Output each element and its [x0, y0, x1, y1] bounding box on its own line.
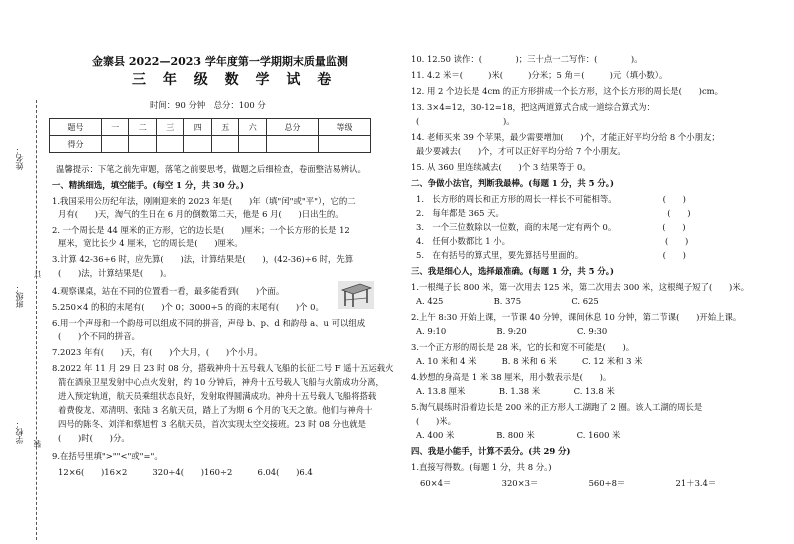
- choice-question: 3.一个正方形的周长是 28 米，它的长和宽不可能是( )。: [411, 342, 635, 352]
- section-heading: 一、精挑细选，填空能手。(每空 1 分，共 30 分。): [52, 180, 244, 190]
- left-line: 12×6( )16×2 320÷4( )160÷2 6.04( )6.4: [58, 467, 313, 477]
- right-line: 13. 3×4=12，30-12=18，把这两道算式合成一道综合算式为：: [411, 102, 655, 112]
- left-line: 温馨提示：下笔之前先审题，落笔之前要思考，做题之后细检查，卷面整洁易辨认。: [56, 164, 366, 174]
- left-line: ( )法，计算结果是( )。: [58, 268, 172, 278]
- right-line: 15. 从 360 里连续减去( )个 3 结果等于 0。: [411, 162, 591, 172]
- score-cell: [184, 136, 212, 153]
- score-table-header-row: [50, 119, 371, 136]
- exam-subtitle: 三 年 级 数 学 试 卷: [132, 72, 338, 88]
- choice-question: 2.上午 8:30 开始上课，一节课 40 分钟，课间休息 10 分钟，第二节课( )开始上课。: [411, 312, 742, 322]
- calc-row: 60×4＝ 320×3＝ 560÷8＝ 21＋3.4＝: [420, 478, 717, 488]
- judge-item: 2. 每年都是 365 天。 ( ): [416, 208, 691, 218]
- choice-options: A. 400 米 B. 800 米 C. 1600 米: [416, 430, 621, 440]
- binding-name: 姓名：: [15, 146, 24, 170]
- binding-class: 班级：: [15, 284, 24, 308]
- choice-options: A. 13.8 厘米 B. 1.38 米 C. 13.8 米: [416, 386, 615, 396]
- left-line: 4.观察课桌，站在不同的位置看一看，最多能看到( )个面。: [52, 286, 285, 296]
- score-cell: [211, 136, 239, 153]
- left-line: 厘米，宽比长少 4 厘米，它的周长是( )厘米。: [58, 238, 243, 248]
- choice-options: A. 425 B. 375 C. 625: [416, 296, 599, 306]
- judge-item: 3. 一个三位数除以一位数，商的末尾一定有两个 0。 ( ): [416, 222, 686, 232]
- judge-item: 5. 在有括号的算式里，要先算括号里面的。 ( ): [416, 250, 686, 260]
- section-heading: 三、我是细心人，选择最准确。(每题 1 分，共 5 分。): [411, 266, 614, 276]
- exam-title: 金寨县 2022—2023 学年度第一学期期末质量监测: [92, 55, 348, 68]
- score-cell: [239, 136, 267, 153]
- right-line: 11. 4.2 米＝( )米( )分米；5 角＝( )元（填小数）。: [411, 70, 668, 80]
- right-line: 14. 老师买来 39 个苹果，最少需要增加( )个，才能正好平均分给 8 个小朋友；: [411, 132, 720, 142]
- left-line: 进入预定轨道，航天员乘组状态良好，发射取得圆满成功。神舟十五号载人飞船将搭载: [58, 391, 377, 401]
- binding-mark-ding: 订: [33, 270, 42, 278]
- binding-school: 学校：: [15, 420, 24, 444]
- left-line: ( )个不同的拼音。: [58, 331, 140, 341]
- right-line: 最少要减去( )个，才可以正好平均分给 7 个小朋友。: [416, 146, 626, 156]
- left-line: 四号的陈冬、刘洋和蔡旭哲 3 名航天员，首次实现太空交接班。23 时 08 分也就是: [58, 419, 366, 429]
- choice-question: 1.一根绳子长 800 米，第一次用去 125 米，第二次用去 300 米，这根绳子短了( )米。: [411, 282, 750, 292]
- left-line: 2. 一个周长是 44 厘米的正方形，它的边长是( )厘米；一个长方形的长是 12: [52, 225, 350, 235]
- section-heading: 四、我是小能手，计算不丢分。(共 29 分): [411, 446, 571, 456]
- right-line: ( )。: [416, 116, 515, 126]
- score-cell: [318, 136, 370, 153]
- score-cell: [266, 136, 318, 153]
- score-row-label: 得分: [50, 136, 102, 153]
- binding-line: [36, 100, 37, 540]
- left-line: 箭在酒泉卫星发射中心点火发射，约 10 分钟后，神舟十五号载人飞船与火箭成功分离，: [58, 377, 384, 387]
- choice-options: A. 10 米和 4 米 B. 8 米和 6 米 C. 12 米和 3 米: [416, 356, 643, 366]
- score-cell: [129, 136, 157, 153]
- binding-mark-zhuang: 装: [33, 440, 42, 448]
- judge-item: 4. 任何小数都比 1 小。 ( ): [416, 236, 689, 246]
- score-header-cell: 六: [239, 119, 267, 136]
- score-table: [49, 118, 371, 153]
- score-cell: [101, 136, 129, 153]
- score-header-cell: 题号: [50, 119, 102, 136]
- score-header-cell: 一: [101, 119, 129, 136]
- score-cell: [156, 136, 184, 153]
- left-line: 5.250×4 的积的末尾有( )个 0；3000÷5 的商的末尾有( )个 0。: [52, 302, 324, 312]
- right-line: 10. 12.50 读作：( )；三十点一二写作：( )。: [411, 54, 643, 64]
- score-table-score-row: [50, 136, 371, 153]
- right-line: 12. 用 2 个边长是 4cm 的正方形拼成一个长方形，这个长方形的周长是( )cm。: [411, 86, 723, 96]
- exam-time: 时间：90 分钟 总分：100 分: [150, 100, 266, 110]
- score-header-cell: 五: [211, 119, 239, 136]
- left-line: ( )时( )分。: [58, 433, 130, 443]
- score-header-cell: 等级: [318, 119, 370, 136]
- choice-question: 4.妙想的身高是 1 米 38 厘米，用小数表示是( )。: [411, 372, 612, 382]
- choice-options: A. 9:10 B. 9:20 C. 9:30: [416, 326, 608, 336]
- score-header-cell: 四: [184, 119, 212, 136]
- left-line: 7.2023 年有( )天，有( )个大月，( )个小月。: [52, 347, 263, 357]
- left-line: 8.2022 年 11 月 29 日 23 时 08 分，搭载神舟十五号载人飞船的长征二号 F 遥十五运载火: [52, 363, 394, 373]
- score-header-cell: 三: [156, 119, 184, 136]
- left-line: 月有( )天，淘气的生日在 6 月的倒数第二天，他是 6 月( )日出生的。: [58, 209, 344, 219]
- right-line: 1.直接写得数。(每题 1 分，共 8 分。): [411, 462, 552, 472]
- left-line: 3.计算 42-36÷6 时，应先算( )法，计算结果是( )，(42-36)÷6 时，先算: [52, 254, 354, 264]
- left-line: 着费俊龙、邓清明、张陆 3 名航天员，踏上了为期 6 个月的飞天之旅。他们与神舟十: [58, 405, 373, 415]
- left-line: 6.用一个声母和一个韵母可以组成不同的拼音，声母 b、p、d 和韵母 a、u 可以组成: [52, 318, 366, 328]
- score-header-cell: 总分: [266, 119, 318, 136]
- desk-image: [338, 281, 374, 309]
- section-heading: 二、争做小法官，判断我最棒。(每题 1 分，共 5 分。): [411, 178, 614, 188]
- choice-question: ( )米。: [416, 416, 457, 426]
- left-line: 1.我国采用公历纪年法，刚刚迎来的 2023 年是( )年（填"闰"或"平"），它的二: [52, 196, 356, 206]
- choice-question: 5.淘气晨练时沿着边长是 200 米的正方形人工湖跑了 2 圈。该人工湖的周长是: [411, 402, 703, 412]
- judge-item: 1. 长方形的周长和正方形的周长一样长不可能相等。 ( ): [416, 194, 686, 204]
- left-line: 9.在括号里填">""<"或"="。: [52, 451, 163, 461]
- score-header-cell: 二: [129, 119, 157, 136]
